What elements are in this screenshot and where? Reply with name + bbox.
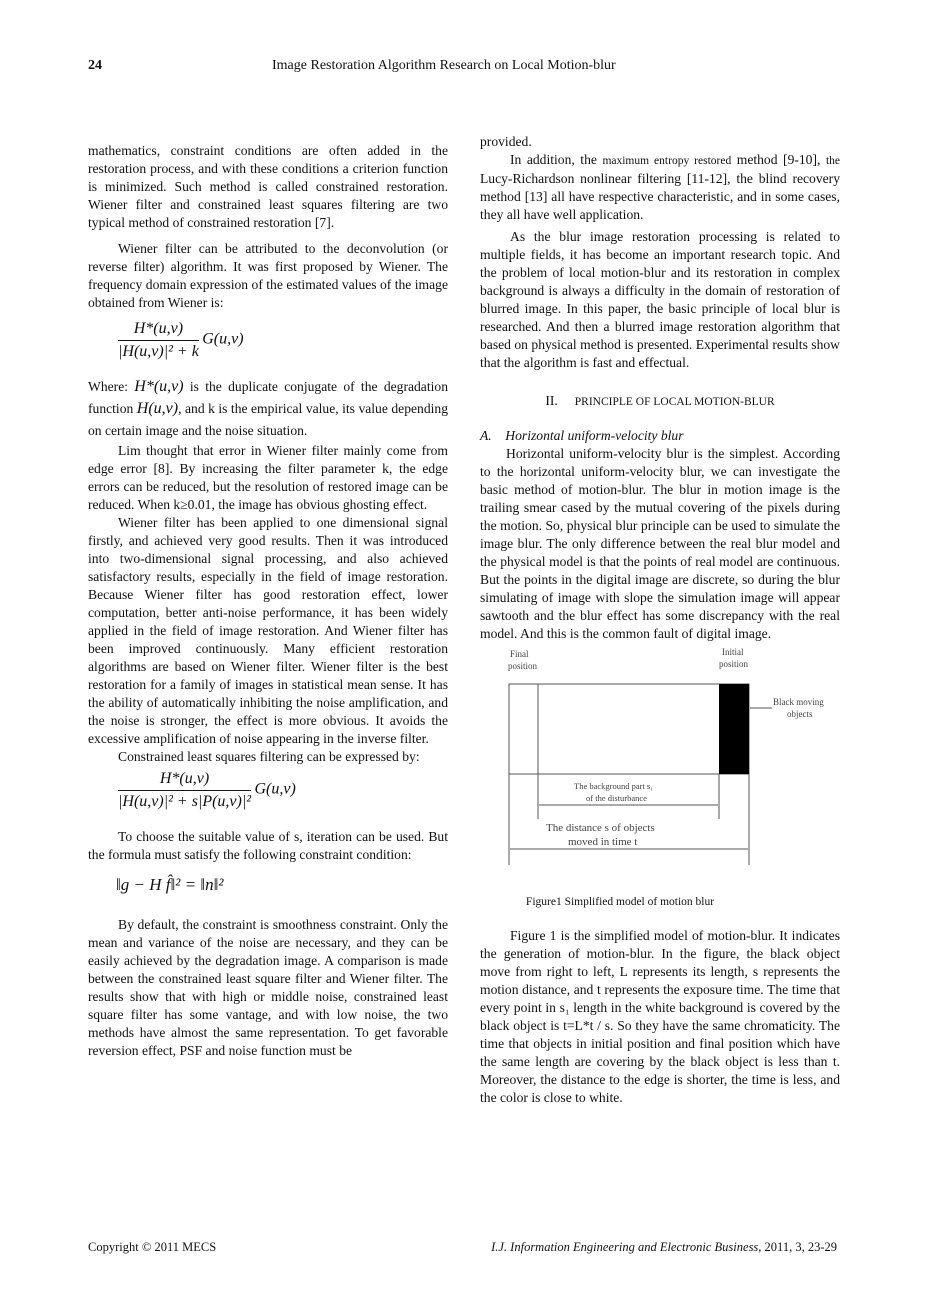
label-disturbance: of the disturbance — [586, 793, 647, 803]
eq-numerator: H*(u,v) — [118, 770, 251, 791]
paragraph: Horizontal uniform-velocity blur is the simplest. According to the horizontal uniform-velocity blur, we can investigate the basic method of motion-blur. The blur in motion image is the trailing smear cased by the mutual covering of the pixels during the motion. So, physical blur principle can be used to simulate the image blur. The only difference between the real blur model and the physical model is that the points of real model are continuous. But the points in the digital image are discrete, so during the blur simulating of image with slope the simulation image will appear sawtooth and the blur effect has some discrepancy with the real model. And this is the common fault of digital image. — [480, 446, 840, 641]
paragraph: Where: H*(u,v) is the duplicate conjugate of the degradation function H(u,v), and k is the empirical value, its value depending on certain image and the noise situation. — [88, 378, 448, 438]
running-title: Image Restoration Algorithm Research on Local Motion-blur — [272, 58, 616, 73]
equation-wiener — [88, 312, 448, 376]
paragraph: Constrained least squares filtering can be expressed by: — [118, 749, 420, 764]
right-column — [480, 133, 840, 1107]
footer-journal: I.J. Information Engineering and Electronic Business, 2011, 3, 23-29 — [491, 1240, 837, 1254]
label-background: The background part s₁ — [574, 781, 654, 791]
motion-blur-diagram — [506, 647, 846, 887]
eq-denominator: |H(u,v)|² + s|P(u,v)|² — [118, 793, 252, 810]
paragraph: Lim thought that error in Wiener filter mainly come from edge error [8]. By increasing the filter parameter k, the edge errors can be reduced, but the resolution of restored image can be reduced. When k≥0.01, the image has obvious ghosting effect. — [88, 443, 448, 512]
paragraph: By default, the constraint is smoothness constraint. Only the mean and variance of the noise are necessary, and they can be easily achieved by the degradation image. A comparison is made between the constrained least square filter and Wiener filter. The results show that with high or middle noise, constrained least square filter has some vantage, and with low noise, the two methods have almost the same representation. To get favorable reversion effect, PSF and noise function must be — [88, 917, 448, 1058]
label-initial: Initial — [722, 647, 744, 657]
paragraph: As the blur image restoration processing is related to multiple fields, it has become an important research topic. And the problem of local motion-blur and its restoration in complex background is always a difficulty in the domain of restoration of blurred image. In this paper, the basic principle of local blur is researched. And then a blurred image restoration algorithm that based on physical method is presented. Experimental results show that the algorithm is fast and effectual. — [480, 229, 840, 370]
equation-constraint — [88, 864, 448, 916]
paragraph: Wiener filter has been applied to one dimensional signal firstly, and achieved very good results. Then it was introduced into two-dimensional signal processing, and also achieved satisfactory results, especially in the field of image restoration. Because Wiener filter has good restoration effect, lower computation, better anti-noise performance, it has been widely applied in the field of image restoration. And Wiener filter has been improved continuously. Many efficient restoration algorithms are based on Wiener filter. Wiener filter is the best restoration for a family of images in statistical mean sense. It has the ability of automatically inhibiting the noise amplification, and the noise is stronger, the effect is more obvious. It avoids the excessive amplification of noise appearing in the inverse filter. — [88, 515, 448, 746]
eq-constraint: ‖g − H f̂‖² = ‖n‖² — [116, 875, 224, 894]
paragraph: To choose the suitable value of s, iteration can be used. But the formula must satisfy the following constraint condition: — [88, 829, 448, 862]
label-initial-position: position — [719, 659, 749, 669]
page-number: 24 — [88, 58, 102, 73]
eq-numerator: H*(u,v) — [118, 320, 199, 341]
eq-tail: G(u,v) — [202, 330, 244, 348]
equation-cls — [88, 766, 448, 828]
label-black: Black moving — [773, 697, 824, 707]
eq-tail: G(u,v) — [254, 780, 296, 798]
section-heading: II. PRINCIPLE OF LOCAL MOTION-BLUR — [545, 393, 775, 408]
paragraph: mathematics, constraint conditions are often added in the restoration process, and with these conditions a criterion function is minimized. Such method is called constrained restoration. Wiener filter and constrained least squares filtering are two typical method of constrained restoration [7]. — [88, 143, 448, 230]
footer-copyright: Copyright © 2011 MECS — [88, 1240, 217, 1254]
paragraph: Wiener filter can be attributed to the deconvolution (or reverse filter) algorithm. It was first proposed by Wiener. The frequency domain expression of the estimated values of the image obtained from Wiener is: — [88, 241, 448, 310]
paragraph: In addition, the maximum entropy restored method [9-10], the Lucy-Richardson nonlinear filtering [11-12], the blind recovery method [13] all have respective characteristic, and in some cases, they all have well application. — [480, 152, 840, 222]
label-objects: objects — [787, 709, 813, 719]
paragraph: provided. — [480, 134, 532, 149]
label-distance: The distance s of objects — [546, 822, 655, 834]
left-column — [88, 142, 448, 1060]
figure-caption: Figure1 Simplified model of motion blur — [525, 896, 715, 908]
label-final-position: position — [508, 661, 538, 671]
black-object — [719, 684, 749, 774]
paragraph: Figure 1 is the simplified model of motion-blur. It indicates the generation of motion-blur. In the figure, the black object move from right to left, L represents its length, s represents the motion distance, and t represents the exposure time. The time that every point in s₁ length in the white background is covered by the black object is t=L*t / s. So they have the same chromaticity. The time that objects in initial position and final position which have the same length are covering by the black object is less than t. Moreover, the distance to the edge is shorter, the time is less, and the color is close to white. — [480, 928, 840, 1105]
eq-denominator: |H(u,v)|² + k — [118, 343, 199, 360]
subsection-heading: A. Horizontal uniform-velocity blur — [480, 428, 684, 443]
label-final: Final — [510, 649, 529, 659]
figure-1 — [480, 643, 840, 883]
label-time: moved in time t — [568, 836, 638, 848]
